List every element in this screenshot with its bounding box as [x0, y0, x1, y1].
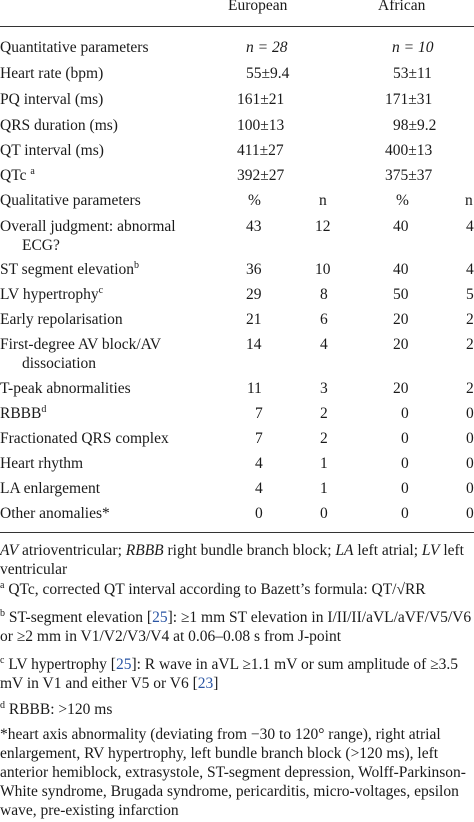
- eu-n: 12: [315, 218, 331, 235]
- footnote-c: $^c$ LV hypertrophy [25]: R wave in aVL ≥1.1 mV or sum amplitude of ≥3.5 mV in V1 and either V5 or V6 [23]: [0, 655, 459, 692]
- af-n: 2: [466, 380, 474, 397]
- row-label: QRS duration (ms): [0, 117, 118, 134]
- row-label: RBBB$^d$: [0, 404, 47, 422]
- footnote-mark: d: [41, 404, 47, 415]
- row-label: Early repolarisation: [0, 311, 123, 328]
- eu-value: 55±9.4: [246, 65, 290, 82]
- row-label: QT interval (ms): [0, 142, 104, 159]
- af-n: 5: [466, 286, 474, 303]
- table-bottom-rule: [0, 532, 474, 533]
- eu-pct: 7: [255, 405, 263, 422]
- footnote-b: $^b$ ST-segment elevation [25]: ≥1 mm ST elevation in I/II/II/aVL/aVF/V5/V6 or ≥2 mm in V1/V2/V3/V4 at 0.06–0.08 s from J-point: [0, 608, 472, 645]
- eu-n: 6: [320, 311, 328, 328]
- row-label: PQ interval (ms): [0, 91, 104, 108]
- af-pct: 0: [401, 405, 409, 422]
- af-n: 4: [466, 261, 474, 278]
- qual-section-label: Qualitative parameters: [0, 192, 141, 209]
- footnote-d: $^d$ RBBB: >120 ms: [0, 700, 113, 718]
- eu-n: 10: [315, 261, 331, 278]
- col-header-european: European: [228, 0, 288, 14]
- footnote-a: $^a$ QTc, corrected QT interval according to Bazett’s formula: QT/√RR: [0, 580, 426, 598]
- row-label: ST segment elevation$^b$: [0, 260, 140, 278]
- af-pct: 20: [393, 380, 409, 397]
- footnote-mark: b: [134, 260, 140, 271]
- row-label: Overall judgment: abnormal: [0, 218, 176, 235]
- af-value: 53±11: [393, 65, 432, 82]
- citation-link[interactable]: 25: [115, 656, 132, 673]
- af-n: 2: [466, 336, 474, 353]
- af-value: 171±31: [385, 91, 433, 108]
- qual-af-n-header: n: [465, 192, 473, 209]
- citation-link[interactable]: 25: [152, 609, 168, 626]
- row-label: QTc $^a$: [0, 166, 35, 184]
- af-pct: 0: [401, 480, 409, 497]
- footnote-abbreviations: AV atrioventricular; RBBB right bundle branch block; LA left atrial; LV left ventricular: [0, 542, 464, 578]
- af-n: 0: [466, 455, 474, 472]
- eu-pct: 4: [255, 480, 263, 497]
- af-n: 4: [466, 218, 474, 235]
- eu-pct: 11: [247, 380, 262, 397]
- eu-pct: 43: [246, 218, 262, 235]
- row-label: First-degree AV block/AV: [0, 336, 162, 353]
- eu-pct: 7: [255, 430, 263, 447]
- af-pct: 40: [393, 218, 409, 235]
- af-pct: 20: [393, 336, 409, 353]
- row-label: Fractionated QRS complex: [0, 430, 169, 447]
- row-label: T-peak abnormalities: [0, 380, 131, 397]
- eu-n: 1: [320, 480, 328, 497]
- af-pct: 40: [393, 261, 409, 278]
- eu-pct: 0: [255, 505, 263, 522]
- af-pct: 50: [393, 286, 409, 303]
- quant-eu-n: n = 28: [246, 39, 288, 56]
- qual-eu-n-header: n: [319, 192, 327, 209]
- eu-value: 411±27: [237, 142, 284, 159]
- eu-n: 2: [320, 405, 328, 422]
- row-label: Heart rhythm: [0, 455, 84, 472]
- af-pct: 0: [401, 505, 409, 522]
- eu-n: 1: [320, 455, 328, 472]
- eu-n: 0: [320, 505, 328, 522]
- af-pct: 0: [401, 455, 409, 472]
- eu-n: 4: [320, 336, 328, 353]
- eu-n: 3: [320, 380, 328, 397]
- af-n: 2: [466, 311, 474, 328]
- row-label: LV hypertrophy$^c$: [0, 285, 104, 303]
- af-n: 0: [466, 480, 474, 497]
- row-label-cont: ECG?: [22, 237, 60, 254]
- quant-af-n: n = 10: [392, 39, 434, 56]
- eu-value: 100±13: [237, 117, 285, 134]
- quant-section-label: Quantitative parameters: [0, 39, 149, 56]
- eu-pct: 36: [246, 261, 262, 278]
- col-header-african: African: [378, 0, 426, 14]
- footnote-other-anomalies: *heart axis abnormality (deviating from −30 to 120° range), right atrial enlargement, RV hypertrophy, left bundle branch block (>120 ms), left anterior hemiblock, extrasystole, ST-segment depression, Wolff-Parkinson-White syndrome, Brugada syndrome, pericarditis, micro-voltages, epsilon wave, pre-existing infarction: [0, 726, 466, 819]
- eu-pct: 21: [246, 311, 262, 328]
- af-n: 0: [466, 430, 474, 447]
- header-rule: [0, 26, 474, 27]
- row-label: Heart rate (bpm): [0, 65, 104, 82]
- af-pct: 20: [393, 311, 409, 328]
- eu-pct: 29: [246, 286, 262, 303]
- af-value: 375±37: [385, 167, 433, 184]
- eu-pct: 14: [246, 336, 262, 353]
- af-value: 400±13: [385, 142, 433, 159]
- footnote-mark: c: [98, 285, 104, 296]
- eu-pct: 4: [255, 455, 263, 472]
- citation-link[interactable]: 23: [197, 675, 214, 692]
- footnote-mark: a: [30, 166, 35, 177]
- qual-af-pct-header: %: [396, 192, 409, 209]
- row-label-cont: dissociation: [22, 355, 97, 372]
- af-n: 0: [466, 505, 474, 522]
- row-label: Other anomalies*: [0, 505, 110, 522]
- qual-eu-pct-header: %: [248, 192, 261, 209]
- eu-n: 2: [320, 430, 328, 447]
- row-label: LA enlargement: [0, 480, 101, 497]
- eu-value: 161±21: [237, 91, 285, 108]
- af-n: 0: [466, 405, 474, 422]
- eu-value: 392±27: [237, 167, 285, 184]
- af-pct: 0: [401, 430, 409, 447]
- eu-n: 8: [320, 286, 328, 303]
- af-value: 98±9.2: [393, 117, 437, 134]
